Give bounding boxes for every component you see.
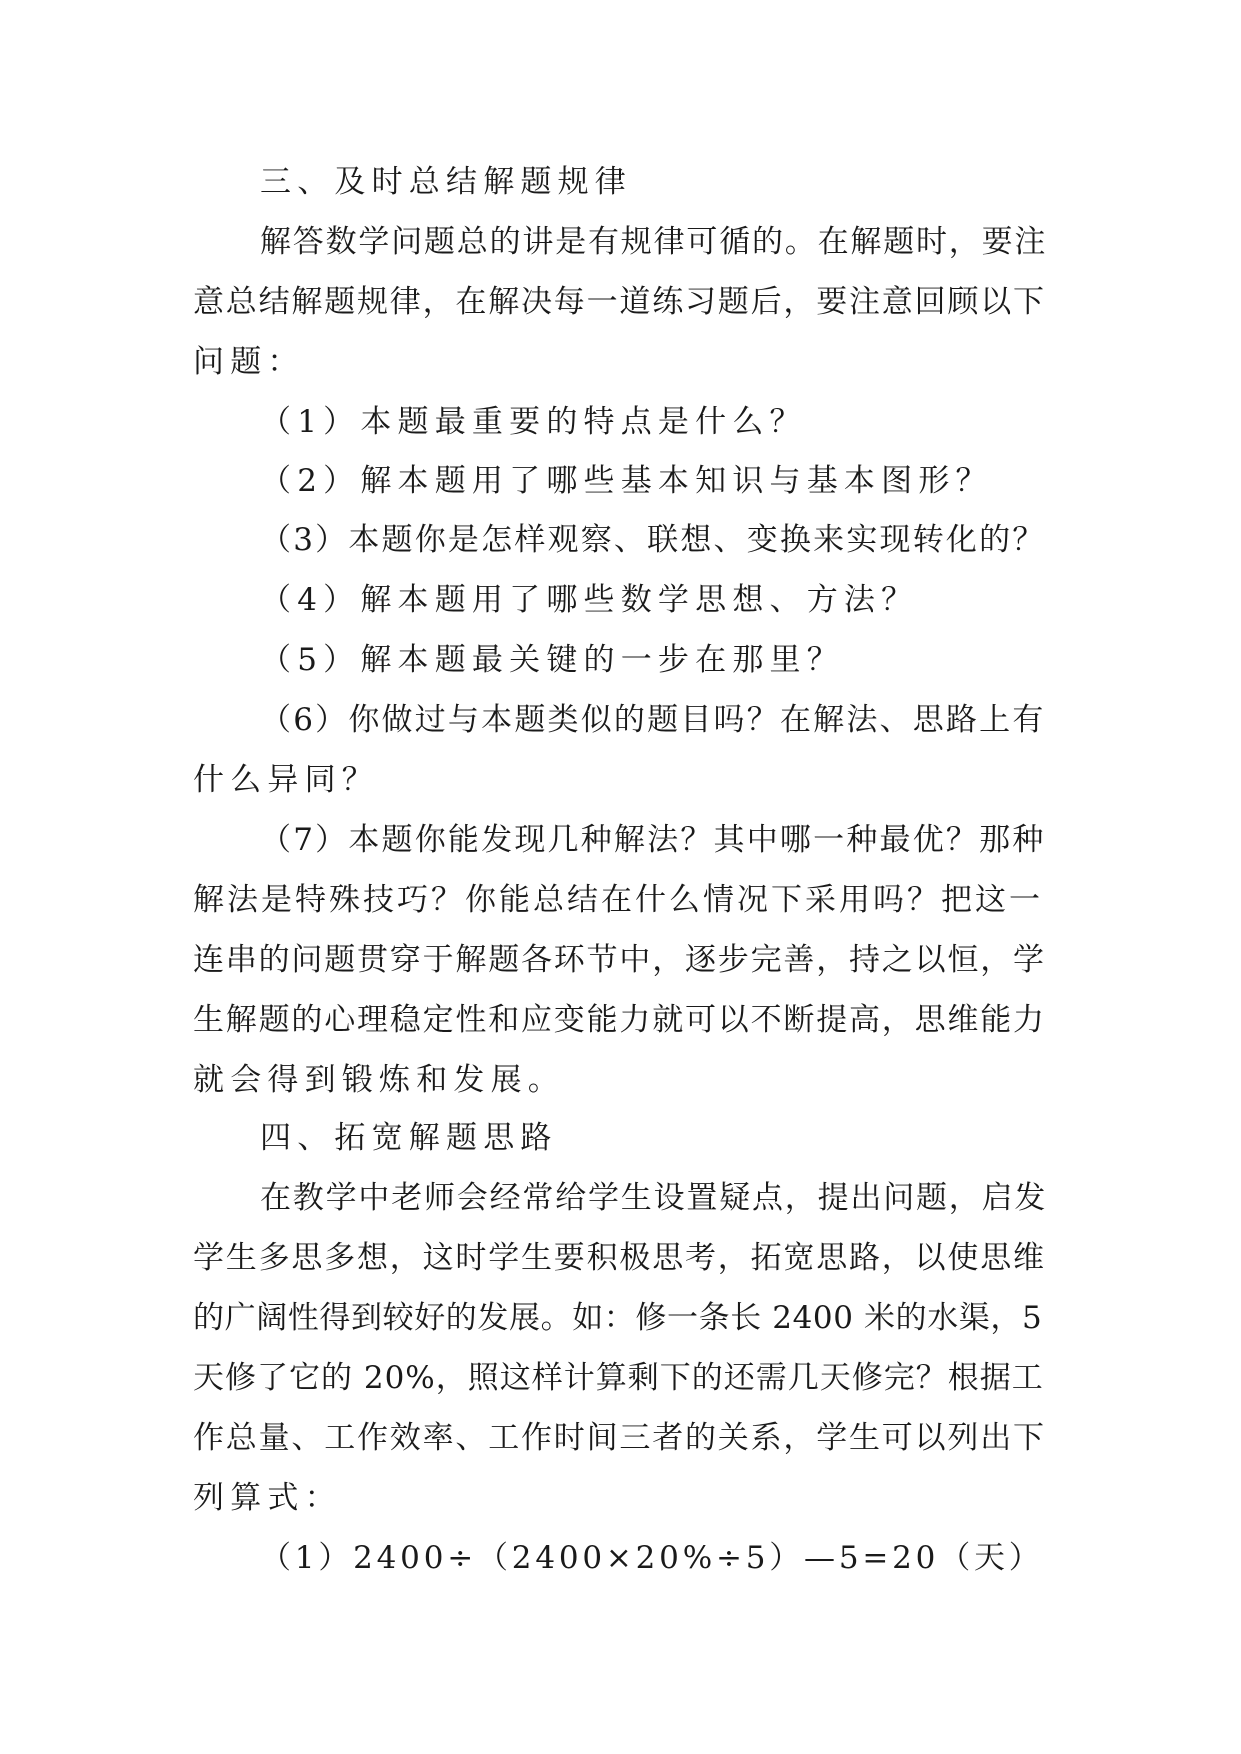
- paragraph-line: 学生多思多想，这时学生要积极思考，拓宽思路，以使思维: [193, 1240, 1046, 1276]
- paragraph-line: 解法是特殊技巧？你能总结在什么情况下采用吗？把这一: [193, 882, 1043, 918]
- question-item-5: （5）解本题最关键的一步在那里？: [260, 642, 844, 678]
- paragraph-line: 问题：: [193, 344, 305, 380]
- paragraph-line: 生解题的心理稳定性和应变能力就可以不断提高，思维能力: [193, 1002, 1046, 1038]
- paragraph-line: 的广阔性得到较好的发展。如：修一条长 2400 米的水渠，5: [193, 1300, 1043, 1336]
- question-item-4: （4）解本题用了哪些数学思想、方法？: [260, 582, 919, 618]
- paragraph-line: 在教学中老师会经常给学生设置疑点，提出问题，启发: [260, 1180, 1048, 1216]
- question-item-6-cont: 什么异同？: [193, 762, 379, 798]
- section-heading-3: 三、及时总结解题规律: [260, 164, 632, 200]
- paragraph-line: 列算式：: [193, 1480, 342, 1516]
- paragraph-line: 天修了它的 20%，照这样计算剩下的还需几天修完？根据工: [193, 1360, 1044, 1396]
- paragraph-line: 解答数学问题总的讲是有规律可循的。在解题时，要注: [260, 224, 1048, 260]
- paragraph-line: 连串的问题贯穿于解题各环节中，逐步完善，持之以恒，学: [193, 942, 1046, 978]
- question-item-3: （3）本题你是怎样观察、联想、变换来实现转化的？: [260, 522, 1046, 558]
- section-heading-4: 四、拓宽解题思路: [260, 1120, 558, 1156]
- paragraph-line: 作总量、工作效率、工作时间三者的关系，学生可以列出下: [193, 1420, 1046, 1456]
- question-item-2: （2）解本题用了哪些基本知识与基本图形？: [260, 463, 993, 499]
- question-item-1: （1）本题最重要的特点是什么？: [260, 404, 807, 440]
- paragraph-line: 意总结解题规律，在解决每一道练习题后，要注意回顾以下: [193, 284, 1046, 320]
- question-item-6: （6）你做过与本题类似的题目吗？在解法、思路上有: [260, 702, 1046, 738]
- question-item-7: （7）本题你能发现几种解法？其中哪一种最优？那种: [260, 822, 1046, 858]
- paragraph-line: 就会得到锻炼和发展。: [193, 1062, 565, 1098]
- formula-line-1: （1）2400÷（2400×20%÷5）—5=20（天）: [260, 1540, 1044, 1576]
